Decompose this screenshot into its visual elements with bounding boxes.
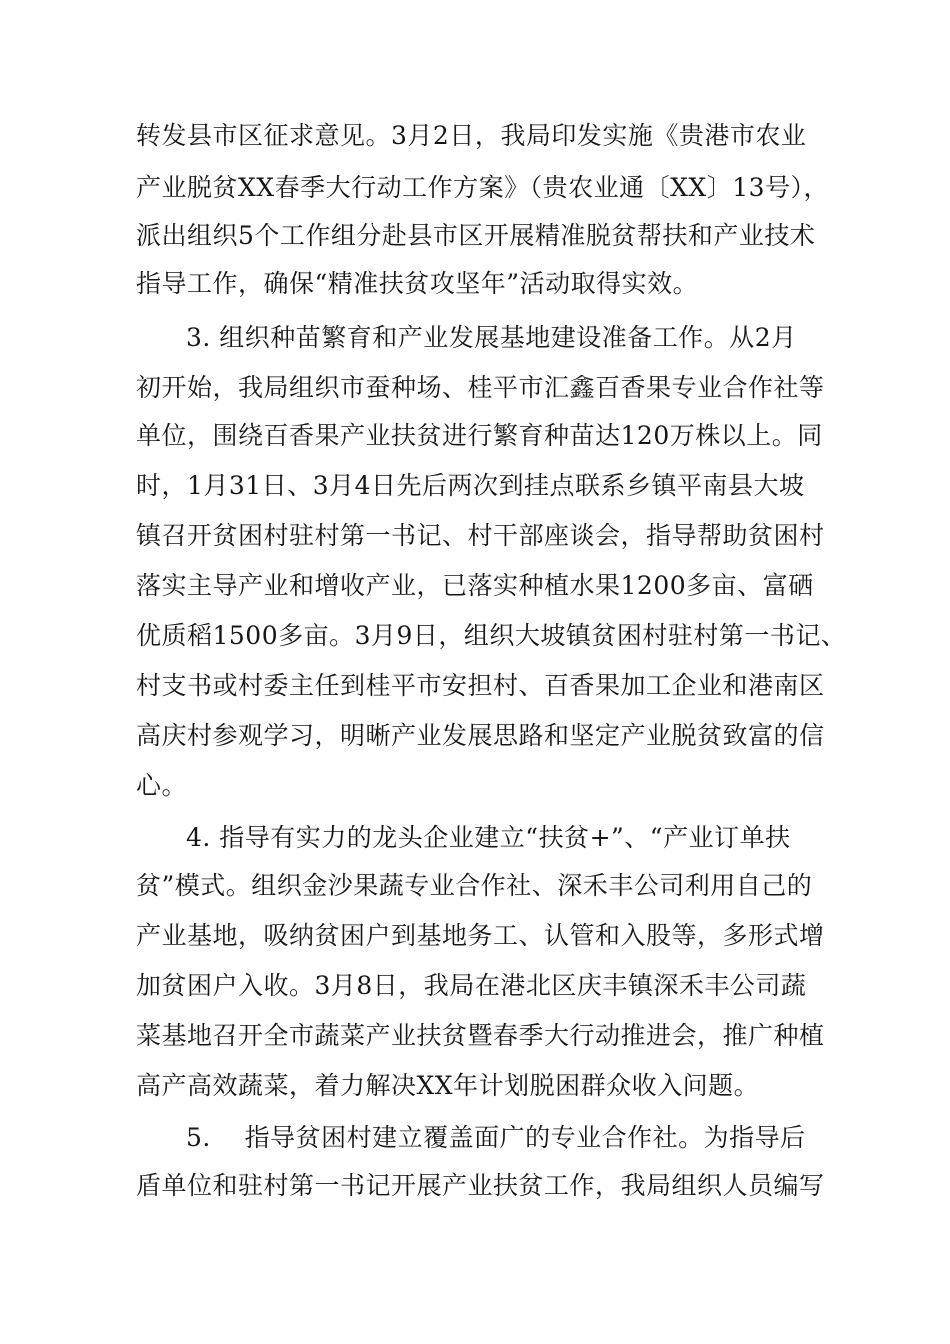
text-line: 派出组织5个工作组分赴县市区开展精准脱贫帮扶和产业技术	[136, 221, 816, 250]
paragraph-4-heading: 4. 指导有实力的龙头企业建立“扶贫+”、“产业订单扶	[186, 823, 791, 852]
text-line: 镇召开贫困村驻村第一书记、村干部座谈会，指导帮助贫困村	[136, 521, 825, 550]
text-line: 心。	[136, 771, 188, 800]
text-line: 优质稻1500多亩。3月9日，组织大坡镇贫困村驻村第一书记、	[136, 621, 847, 650]
text-line: 产业基地，吸纳贫困户到基地务工、认管和入股等，多形式增	[136, 921, 825, 950]
paragraph-5-heading: 5. 指导贫困村建立覆盖面广的专业合作社。为指导后	[186, 1123, 806, 1152]
text-line: 高产高效蔬菜，着力解决XX年计划脱困群众收入问题。	[136, 1071, 760, 1100]
text-line: 村支书或村委主任到桂平市安担村、百香果加工企业和港南区	[136, 671, 825, 700]
text-line: 转发县市区征求意见。3月2日，我局印发实施《贵港市农业	[136, 121, 807, 150]
text-line: 指导工作，确保“精准扶贫攻坚年”活动取得实效。	[136, 269, 699, 298]
paragraph-3-heading: 3. 组织种苗繁育和产业发展基地建设准备工作。从2月	[186, 323, 797, 352]
text-line: 菜基地召开全市蔬菜产业扶贫暨春季大行动推进会，推广种植	[136, 1021, 825, 1050]
text-line: 加贫困户入收。3月8日，我局在港北区庆丰镇深禾丰公司蔬	[136, 971, 807, 1000]
text-line: 产业脱贫XX春季大行动工作方案》（贵农业通〔XX〕13号），	[136, 173, 830, 202]
text-line: 初开始，我局组织市蚕种场、桂平市汇鑫百香果专业合作社等	[136, 373, 825, 402]
text-line: 高庆村参观学习，明晰产业发展思路和坚定产业脱贫致富的信	[136, 721, 825, 750]
text-line: 单位，围绕百香果产业扶贫进行繁育种苗达120万株以上。同	[136, 421, 823, 450]
text-line: 盾单位和驻村第一书记开展产业扶贫工作，我局组织人员编写	[136, 1171, 825, 1200]
text-line: 贫”模式。组织金沙果蔬专业合作社、深禾丰公司利用自己的	[136, 871, 813, 900]
text-line: 时，1月31日、3月4日先后两次到挂点联系乡镇平南县大坡	[136, 471, 805, 500]
text-line: 落实主导产业和增收产业，已落实种植水果1200多亩、富硒	[136, 571, 814, 600]
